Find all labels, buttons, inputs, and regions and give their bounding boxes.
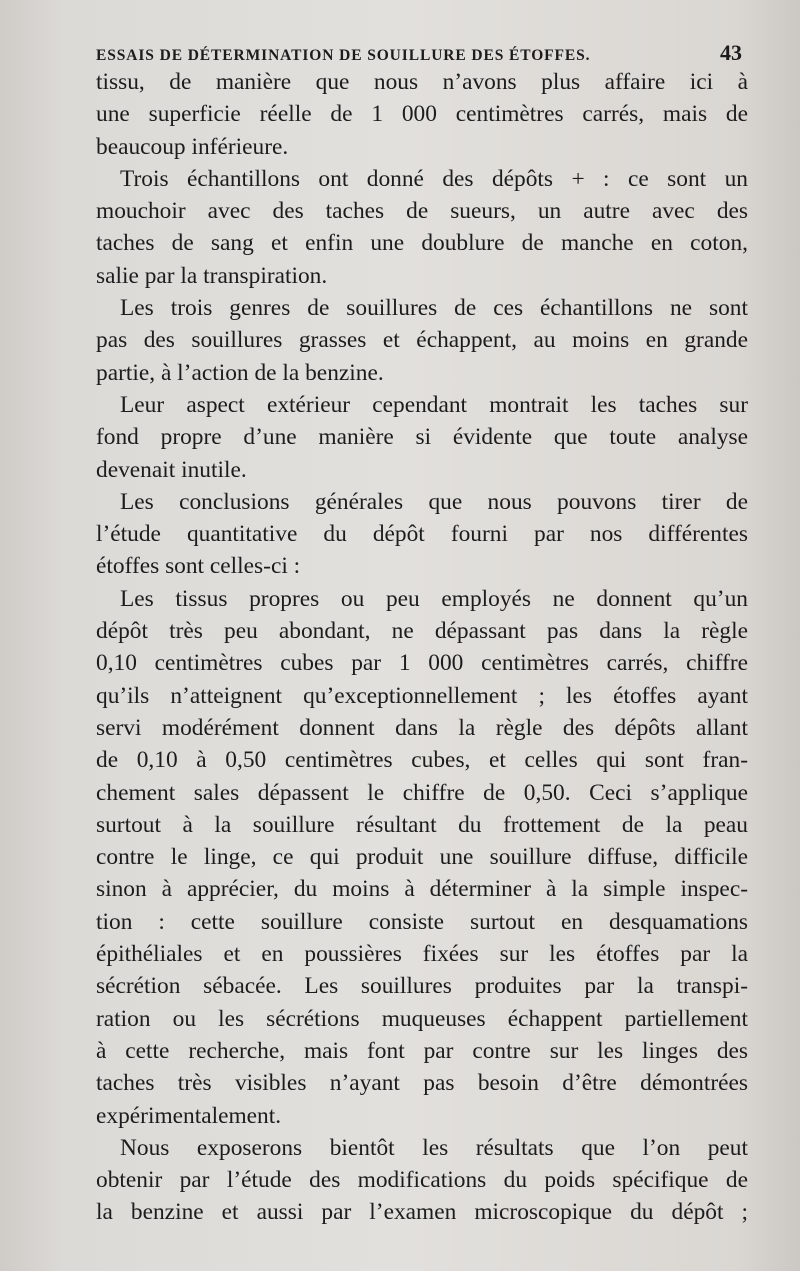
text-line: mouchoir avec des taches de sueurs, un autre avec des: [96, 198, 748, 225]
text-line: sécrétion sébacée. Les souillures produites par la transpi-: [96, 973, 748, 1000]
text-line: une superficie réelle de 1 000 centimètres carrés, mais de: [96, 101, 748, 128]
paragraph-first-line: Les tissus propres ou peu employés ne donnent qu’un: [120, 585, 748, 612]
text-line: dépôt très peu abondant, ne dépassant pas dans la règle: [96, 618, 748, 645]
text-line: partie, à l’action de la benzine.: [96, 359, 384, 386]
text-line: obtenir par l’étude des modifications du poids spécifique de: [96, 1167, 748, 1194]
text-line: contre le linge, ce qui produit une souillure diffuse, difficile: [96, 844, 748, 871]
text-line: surtout à la souillure résultant du frottement de la peau: [96, 811, 748, 838]
text-line: qu’ils n’atteignent qu’exceptionnellement ; les étoffes ayant: [96, 682, 748, 709]
paragraph-first-line: Trois échantillons ont donné des dépôts + : ce sont un: [120, 165, 748, 192]
text-line: ration ou les sécrétions muqueuses échappent partiellement: [96, 1005, 748, 1032]
running-title: ESSAIS DE DÉTERMINATION DE SOUILLURE DES ÉTOFFES.: [96, 47, 591, 64]
text-line: étoffes sont celles-ci :: [96, 553, 301, 580]
text-line: fond propre d’une manière si évidente que toute analyse: [96, 424, 748, 451]
text-line: beaucoup inférieure.: [96, 133, 289, 160]
paragraph-first-line: Nous exposerons bientôt les résultats que l’on peut: [120, 1134, 748, 1161]
text-line: chement sales dépassent le chiffre de 0,50. Ceci s’applique: [96, 779, 748, 806]
paragraph-first-line: Les conclusions générales que nous pouvons tirer de: [120, 488, 748, 515]
text-line: la benzine et aussi par l’examen microscopique du dépôt ;: [96, 1199, 748, 1226]
text-line: expérimentalement.: [96, 1102, 282, 1129]
text-line: tissu, de manière que nous n’avons plus affaire ici à: [96, 69, 748, 95]
text-line: taches de sang et enfin une doublure de manche en coton,: [96, 230, 748, 257]
body-text: [96, 66, 748, 1229]
page-number: 43: [720, 40, 742, 65]
text-line: 0,10 centimètres cubes par 1 000 centimètres carrés, chiffre: [96, 650, 748, 677]
paragraph-first-line: Les trois genres de souillures de ces échantillons ne sont: [120, 295, 748, 322]
text-line: salie par la transpiration.: [96, 262, 328, 289]
text-line: sinon à apprécier, du moins à déterminer à la simple inspec-: [96, 876, 748, 903]
text-line: taches très visibles n’ayant pas besoin d’être démontrées: [96, 1070, 748, 1097]
text-line: à cette recherche, mais font par contre sur les linges des: [96, 1037, 748, 1064]
text-line: de 0,10 à 0,50 centimètres cubes, et celles qui sont fran-: [96, 747, 748, 774]
text-line: épithéliales et en poussières fixées sur les étoffes par la: [96, 941, 748, 968]
text-line: tion : cette souillure consiste surtout en desquamations: [96, 908, 748, 935]
text-line: pas des souillures grasses et échappent, au moins en grande: [96, 327, 748, 354]
text-line: l’étude quantitative du dépôt fourni par nos différentes: [96, 521, 748, 548]
text-line: devenait inutile.: [96, 456, 247, 483]
text-line: servi modérément donnent dans la règle des dépôts allant: [96, 714, 748, 741]
paragraph-first-line: Leur aspect extérieur cependant montrait les taches sur: [120, 391, 748, 418]
